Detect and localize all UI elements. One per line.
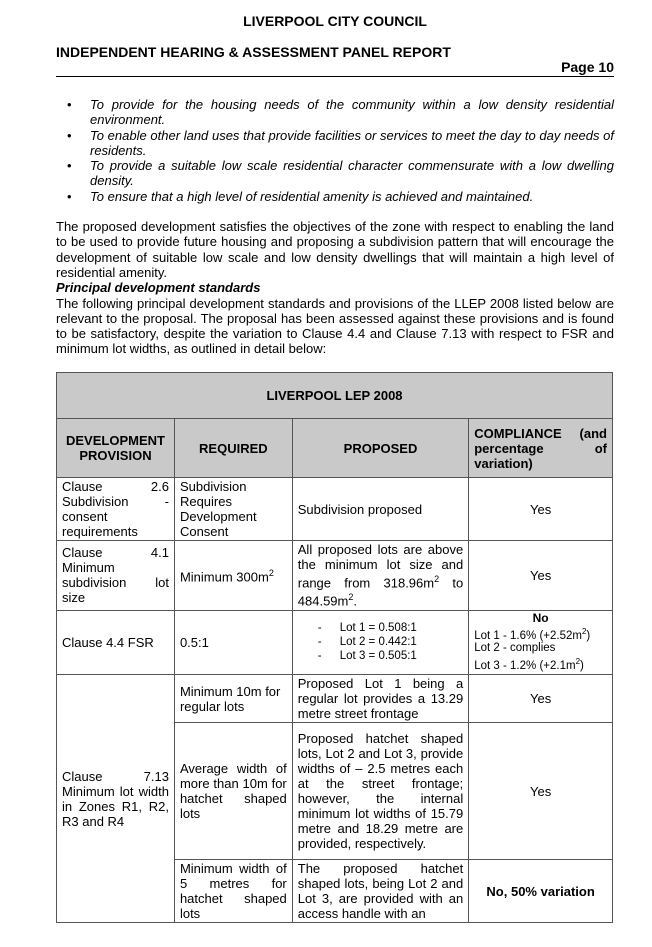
table-row	[57, 610, 613, 675]
list-item: • To enable other land uses that provide facilities or services to meet the day to day needs of residents.	[67, 127, 614, 158]
report-title: INDEPENDENT HEARING & ASSESSMENT PANEL REPORT	[56, 44, 451, 60]
cell-provision: Clause 4.1 Minimum subdivision lot size	[57, 541, 175, 611]
cell-required: Minimum 10m for regular lots	[174, 675, 292, 723]
cell-required: 0.5:1	[174, 610, 292, 675]
cell-proposed: Proposed Lot 1 being a regular lot provides a 13.29 metre street frontage	[292, 675, 468, 723]
list-item: - Lot 2 = 0.442:1	[317, 636, 417, 649]
table-banner-row	[57, 373, 613, 419]
cell-required: Minimum $300m^2$	[174, 541, 292, 611]
cell-provision: Clause 4.4 FSR	[57, 610, 175, 675]
table-banner: LIVERPOOL LEP 2008	[57, 373, 613, 419]
cell-compliance: Yes	[469, 541, 613, 611]
list-item: • To provide a suitable low scale residential character commensurate with a low dwelling density.	[67, 158, 614, 189]
table-row	[57, 478, 613, 541]
bullet-icon: •	[67, 97, 72, 112]
cell-compliance: No, 50% variation	[469, 860, 613, 923]
zone-objectives-paragraph: The proposed development satisfies the objectives of the zone with respect to enabling the land to be used to provide future housing and proposing a subdivision pattern that will encourage the development of suitable low scale and low density dwellings that will maintain a high level of residential amenity.	[56, 219, 614, 280]
cell-provision: Clause 7.13 Minimum lot width in Zones R1, R2, R3 and R4	[57, 675, 175, 923]
cell-proposed	[292, 610, 468, 675]
col-header-proposed: PROPOSED	[292, 419, 468, 478]
bullet-icon: •	[67, 127, 72, 143]
compliance-status: No	[532, 610, 549, 625]
table-header-row	[57, 419, 613, 478]
cell-compliance: Yes	[469, 478, 613, 541]
col-header-compliance: COMPLIANCE (and percentage of variation)	[469, 419, 613, 478]
standards-intro-paragraph: The following principal development standards and provisions of the LLEP 2008 listed below are relevant to the proposal. The proposal has been assessed against these provisions and is found to be satisfactory, despite the variation to Clause 4.4 and Clause 7.13 with respect to FSR and minimum lot widths, as outlined in detail below:	[56, 295, 614, 357]
bullet-icon: •	[67, 188, 72, 204]
list-item: - Lot 1 = 0.508:1	[317, 622, 417, 635]
cell-compliance: Yes	[469, 675, 613, 723]
fsr-lot-list	[298, 621, 463, 663]
cell-provision: Clause 2.6 Subdivision - consent requirements	[57, 478, 175, 541]
page-number: Page 10	[56, 59, 614, 77]
cell-proposed: The proposed hatchet shaped lots, being Lot 2 and Lot 3, are provided with an access handle with an	[292, 860, 468, 923]
body-content	[56, 97, 614, 357]
compliance-lot1: Lot 1 - 1.6% $(+2.52m^2)$	[474, 626, 591, 642]
objectives-list	[56, 97, 614, 204]
cell-required: Subdivision Requires Development Consent	[174, 478, 292, 541]
compliance-lot2: Lot 2 - complies	[474, 642, 556, 655]
table-row	[57, 675, 613, 723]
col-header-provision: DEVELOPMENT PROVISION	[57, 419, 175, 478]
council-name: LIVERPOOL CITY COUNCIL	[243, 13, 427, 29]
cell-proposed: Subdivision proposed	[292, 478, 468, 541]
page-header	[56, 13, 614, 77]
list-item: - Lot 3 = 0.505:1	[317, 650, 417, 663]
list-item: • To ensure that a high level of residential amenity is achieved and maintained.	[67, 188, 534, 204]
section-subheading: Principal development standards	[56, 280, 261, 296]
lep-compliance-table	[56, 372, 613, 923]
bullet-icon: •	[67, 158, 72, 174]
cell-proposed: Proposed hatchet shaped lots, Lot 2 and Lot 3, provide widths of – 2.5 metres each at the street frontage; however, the internal minimum lot widths of 15.79 metre and 18.29 metre are provided, respectively.	[292, 723, 468, 860]
cell-compliance: Yes	[469, 723, 613, 860]
cell-required: Average width of more than 10m for hatchet shaped lots	[174, 723, 292, 860]
cell-proposed: All proposed lots are above the minimum lot size and range from $318.96m^2$ to $484.59m^2$.	[292, 541, 468, 611]
cell-required: Minimum width of 5 metres for hatchet shaped lots	[174, 860, 292, 923]
table-row	[57, 541, 613, 611]
compliance-lot3: Lot 3 - 1.2% $(+2.1m^2)$	[474, 657, 584, 673]
cell-compliance	[469, 610, 613, 675]
list-item: • To provide for the housing needs of the community within a low density residential environment.	[67, 97, 614, 128]
col-header-required: REQUIRED	[174, 419, 292, 478]
